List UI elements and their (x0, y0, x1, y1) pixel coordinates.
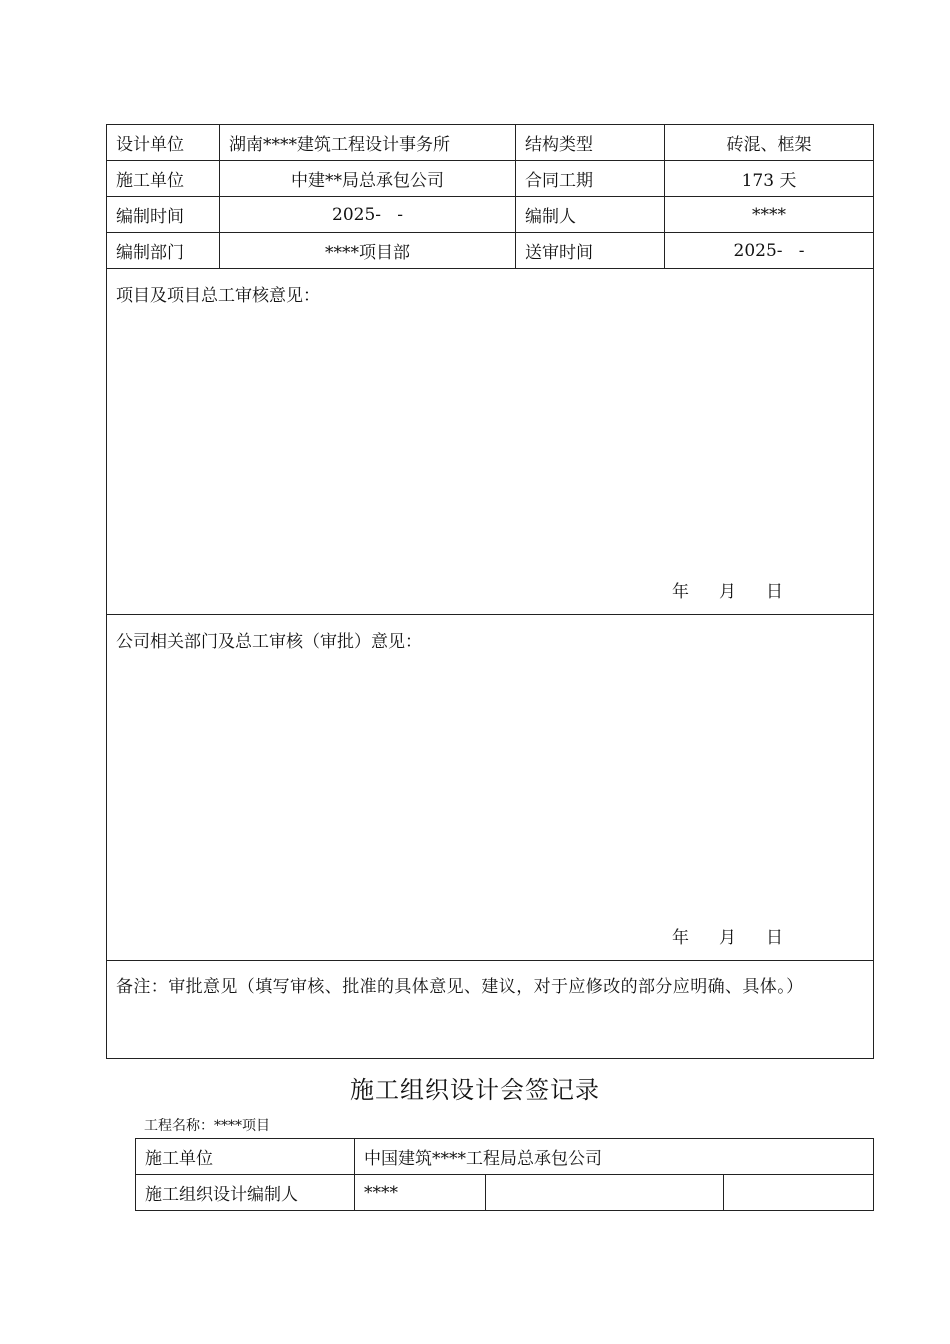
label-compile-time: 编制时间 (107, 197, 220, 233)
value-construction-unit: 中国建筑****工程局总承包公司 (355, 1139, 874, 1175)
label-design-unit: 设计单位 (107, 125, 220, 161)
label-construction-unit: 施工单位 (107, 161, 220, 197)
label-compiler: 编制人 (516, 197, 665, 233)
label-structure-type: 结构类型 (516, 125, 665, 161)
label-contract-period: 合同工期 (516, 161, 665, 197)
table-row (136, 1139, 874, 1175)
company-opinion-label: 公司相关部门及总工审核（审批）意见： (116, 632, 422, 652)
value-design-compiler: **** (355, 1175, 486, 1211)
note-cell (107, 961, 874, 1059)
value-structure-type: 砖混、框架 (665, 125, 874, 161)
label-compile-dept: 编制部门 (107, 233, 220, 269)
table-row (107, 269, 874, 615)
project-opinion-label: 项目及项目总工审核意见： (116, 286, 320, 306)
table-row (107, 125, 874, 161)
table-row (107, 961, 874, 1059)
company-opinion-date (672, 923, 783, 948)
table-row (136, 1175, 874, 1211)
value-compiler: **** (665, 197, 874, 233)
value-contract-period: 173 天 (665, 161, 874, 197)
company-opinion-cell (107, 615, 874, 961)
date-month: 月 (719, 582, 736, 602)
table-row (107, 197, 874, 233)
label-submit-time: 送审时间 (516, 233, 665, 269)
date-year: 年 (672, 928, 689, 948)
date-year: 年 (672, 582, 689, 602)
value-construction-unit: 中建**局总承包公司 (220, 161, 516, 197)
sign-record-title: 施工组织设计会签记录 (350, 1076, 600, 1104)
label-construction-unit: 施工单位 (136, 1139, 355, 1175)
review-table (106, 124, 874, 1059)
note-text: 备注：审批意见（填写审核、批准的具体意见、建议，对于应修改的部分应明确、具体。） (116, 977, 804, 997)
date-month: 月 (719, 928, 736, 948)
empty-cell (486, 1175, 724, 1211)
value-compile-dept: ****项目部 (220, 233, 516, 269)
value-submit-time: 2025- - (665, 233, 874, 269)
value-compile-time: 2025- - (220, 197, 516, 233)
table-row (107, 161, 874, 197)
date-day: 日 (766, 928, 783, 948)
date-day: 日 (766, 582, 783, 602)
project-opinion-date (672, 577, 783, 602)
project-name: 工程名称：****项目 (144, 1118, 270, 1134)
label-design-compiler: 施工组织设计编制人 (136, 1175, 355, 1211)
table-row (107, 615, 874, 961)
sign-record-table (135, 1138, 874, 1211)
empty-cell (724, 1175, 874, 1211)
project-opinion-cell (107, 269, 874, 615)
value-design-unit: 湖南****建筑工程设计事务所 (220, 125, 516, 161)
table-row (107, 233, 874, 269)
